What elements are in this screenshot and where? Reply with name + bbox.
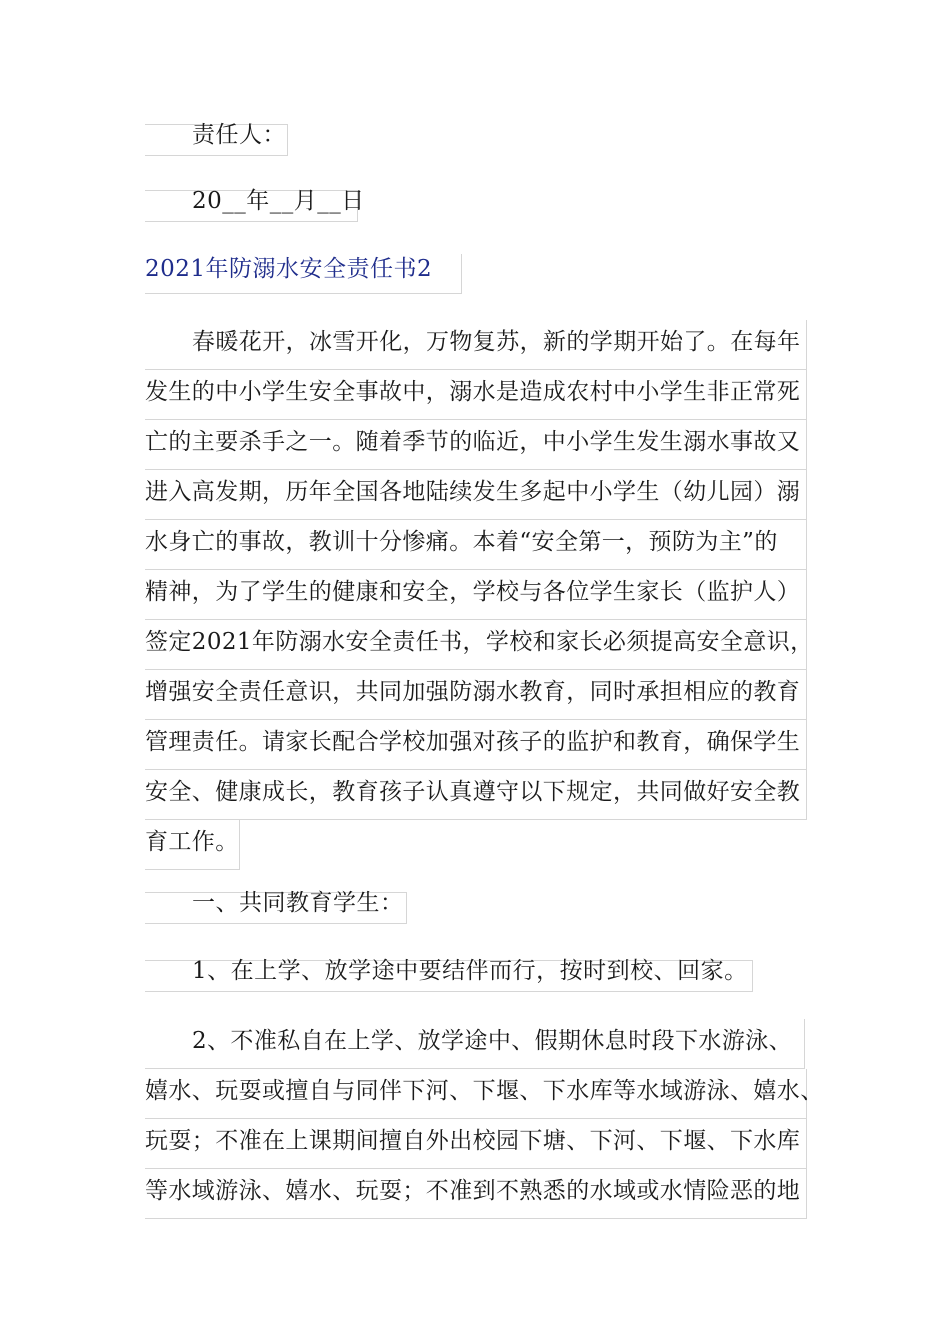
signature-date: 20__年__月__日 — [192, 188, 365, 214]
paragraph-line: 等水域游泳、嬉水、玩耍；不准到不熟悉的水域或水情险恶的地 — [145, 1169, 807, 1219]
paragraph-line: 春暖花开，冰雪开化，万物复苏，新的学期开始了。在每年 — [145, 320, 807, 370]
paragraph-line: 亡的主要杀手之一。随着季节的临近，中小学生发生溺水事故又 — [145, 420, 807, 470]
intro-paragraph — [145, 320, 814, 870]
paragraph-line: 增强安全责任意识，共同加强防溺水教育，同时承担相应的教育 — [145, 670, 807, 720]
paragraph-line: 管理责任。请家长配合学校加强对孩子的监护和教育，确保学生 — [145, 720, 807, 770]
paragraph-line: 进入高发期，历年全国各地陆续发生多起中小学生（幼儿园）溺 — [145, 470, 807, 520]
paragraph-line: 发生的中小学生安全事故中，溺水是造成农村中小学生非正常死 — [145, 370, 807, 420]
paragraph-line: 玩耍；不准在上课期间擅自外出校园下塘、下河、下堰、下水库 — [145, 1119, 807, 1169]
section-title: 2021年防溺水安全责任书2 — [145, 256, 433, 282]
paragraph-line: 签定2021年防溺水安全责任书，学校和家长必须提高安全意识， — [145, 620, 807, 670]
section-one-heading: 一、共同教育学生： — [192, 890, 404, 916]
paragraph-line: 育工作。 — [145, 820, 240, 870]
responsible-person-label: 责任人： — [192, 122, 286, 148]
paragraph-line: 嬉水、玩耍或擅自与同伴下河、下堰、下水库等水域游泳、嬉水、 — [145, 1069, 807, 1119]
paragraph-line: 安全、健康成长，教育孩子认真遵守以下规定，共同做好安全教 — [145, 770, 807, 820]
paragraph-line: 2、不准私自在上学、放学途中、假期休息时段下水游泳、 — [145, 1019, 805, 1069]
paragraph-line: 精神，为了学生的健康和安全，学校与各位学生家长（监护人） — [145, 570, 807, 620]
item-2-paragraph — [145, 1019, 824, 1219]
paragraph-line: 水身亡的事故，教训十分惨痛。本着“安全第一，预防为主”的 — [145, 520, 807, 570]
item-1: 1、在上学、放学途中要结伴而行，按时到校、回家。 — [192, 958, 748, 984]
